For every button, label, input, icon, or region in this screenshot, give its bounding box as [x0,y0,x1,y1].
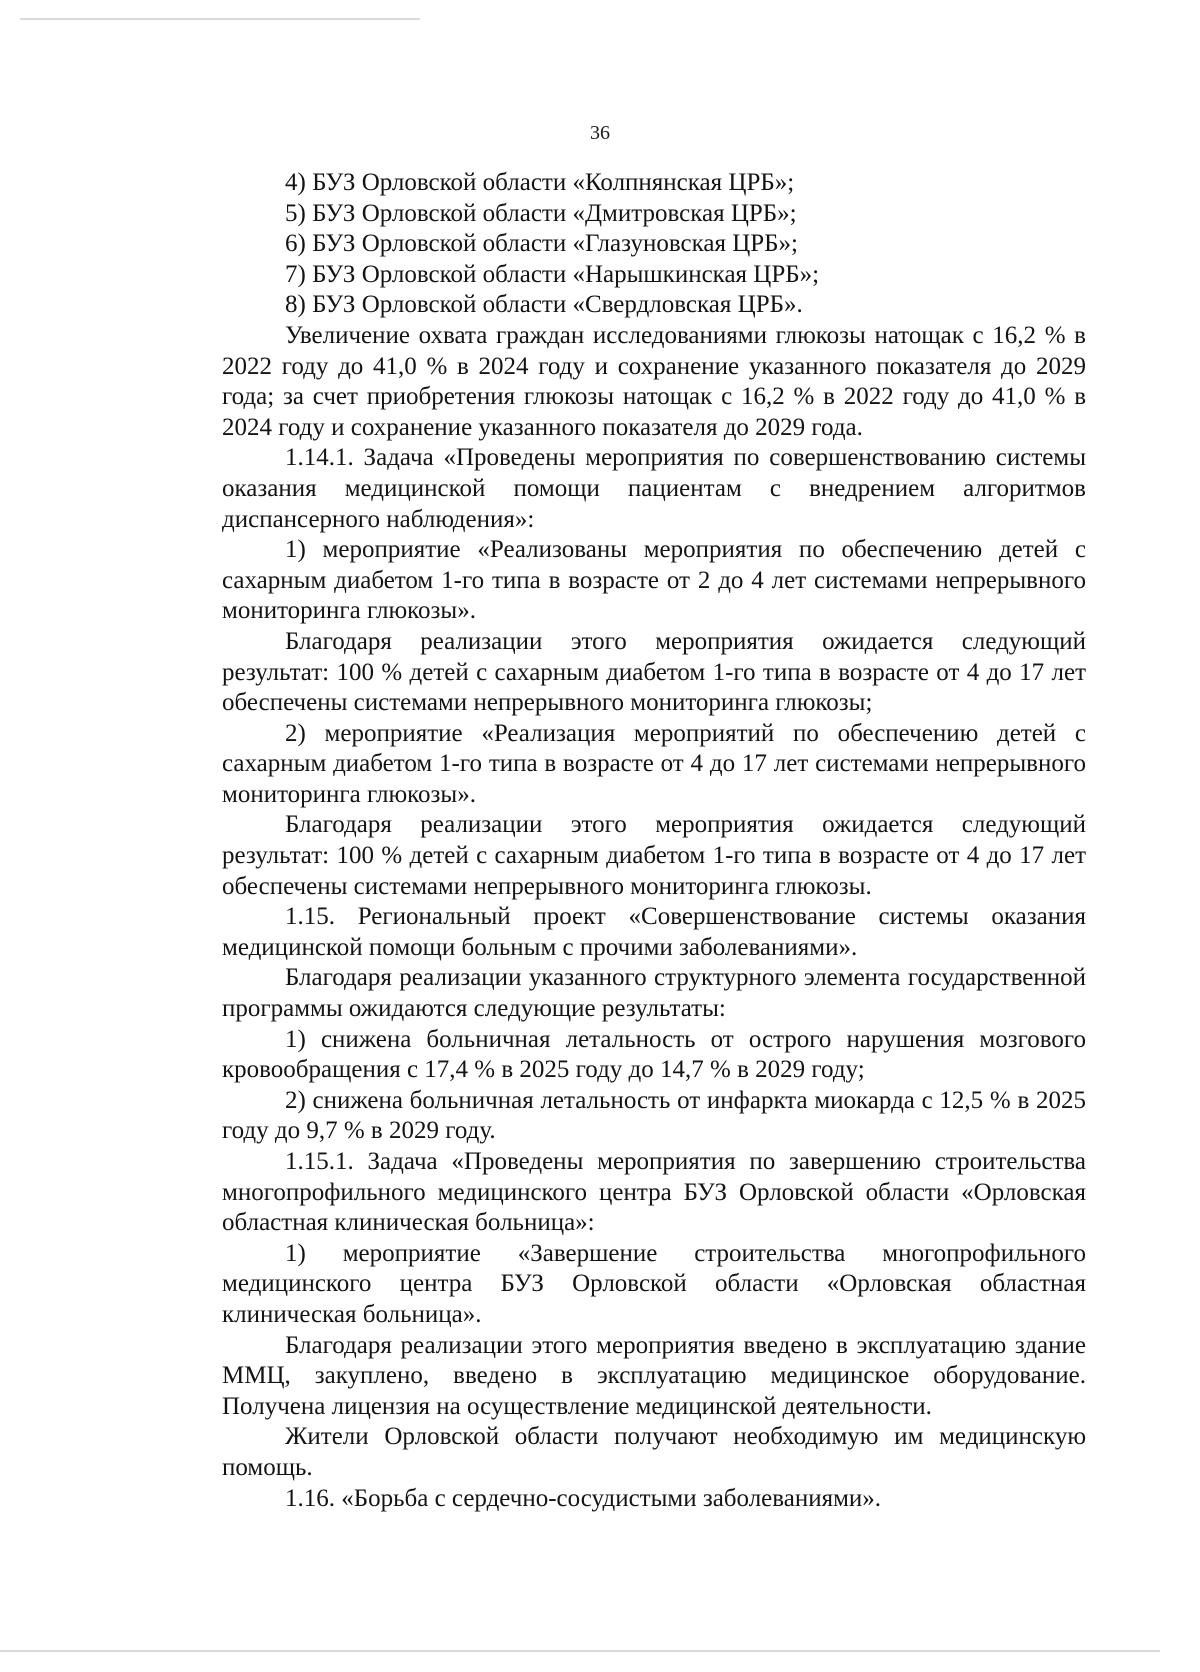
paragraph: Жители Орловской области получают необходимую им медицинскую помощь. [222,1423,1086,1481]
paragraph: 6) БУЗ Орловской области «Глазуновская ЦРБ»; [285,230,798,258]
paragraph: 1.14.1. Задача «Проведены мероприятия по совершенствованию системы оказания медицинской помощи пациентам с внедрением алгоритмов диспансерного наблюдения»: [222,444,1086,533]
paragraph: 8) БУЗ Орловской области «Свердловская ЦРБ». [285,291,803,319]
paragraph: 2) мероприятие «Реализация мероприятий по обеспечению детей с сахарным диабетом 1-го типа в возрасте от 4 до 17 лет системами непрерывного мониторинга глюкозы». [222,719,1086,808]
paragraph: Увеличение охвата граждан исследованиями глюкозы натощак с 16,2 % в 2022 году до 41,0 % в 2024 году и сохранение указанного показателя до 2029 года; за счет приобретения глюкозы натощак с 16,2 % в 2022 году до 41,0 % в 2024 году и сохранение указанного показателя до 2029 года. [222,321,1086,441]
paragraph: 4) БУЗ Орловской области «Колпнянская ЦРБ»; [285,169,795,196]
paragraph: 1) снижена больничная летальность от острого нарушения мозгового кровообращения с 17,4 % в 2025 году до 14,7 % в 2029 году; [222,1025,1086,1084]
paragraph: Благодаря реализации этого мероприятия ожидается следующий результат: 100 % детей с сахарным диабетом 1-го типа в возрасте от 4 до 17 лет обеспечены системами непрерывного мониторинга глюкозы. [222,811,1086,900]
paragraph: 1) мероприятие «Завершение строительства многопрофильного медицинского центра БУЗ Орловской области «Орловская областная клиническая больница». [222,1239,1086,1328]
paragraph: 5) БУЗ Орловской области «Дмитровская ЦРБ»; [285,199,797,227]
paragraph: Благодаря реализации этого мероприятия введено в эксплуатацию здание ММЦ, закуплено, введено в эксплуатацию медицинское оборудование. Получена лицензия на осуществление медицинской деятельности. [222,1331,1086,1420]
paragraph: 1.16. «Борьба с сердечно-сосудистыми заболеваниями». [285,1484,882,1512]
paragraph: 1.15. Региональный проект «Совершенствование системы оказания медицинской помощи больным с прочими заболеваниями». [222,903,1086,961]
paragraph: 1) мероприятие «Реализованы мероприятия по обеспечению детей с сахарным диабетом 1-го типа в возрасте от 2 до 4 лет системами непрерывного мониторинга глюкозы». [222,536,1086,625]
document-body [222,168,1086,1514]
paragraph: Благодаря реализации этого мероприятия ожидается следующий результат: 100 % детей с сахарным диабетом 1-го типа в возрасте от 4 до 17 лет обеспечены системами непрерывного мониторинга глюкозы; [222,627,1086,717]
paragraph: Благодаря реализации указанного структурного элемента государственной программы ожидаются следующие результаты: [222,964,1086,1023]
scan-edge-top [20,18,420,20]
paragraph: 1.15.1. Задача «Проведены мероприятия по завершению строительства многопрофильного медицинского центра БУЗ Орловской области «Орловская областная клиническая больница»: [222,1148,1086,1237]
paragraph: 2) снижена больничная летальность от инфаркта миокарда с 12,5 % в 2025 году до 9,7 % в 2029 году. [222,1086,1086,1145]
page-number: 36 [590,122,610,144]
paragraph: 7) БУЗ Орловской области «Нарышкинская ЦРБ»; [285,260,820,288]
scan-edge-bottom [0,1650,1160,1652]
